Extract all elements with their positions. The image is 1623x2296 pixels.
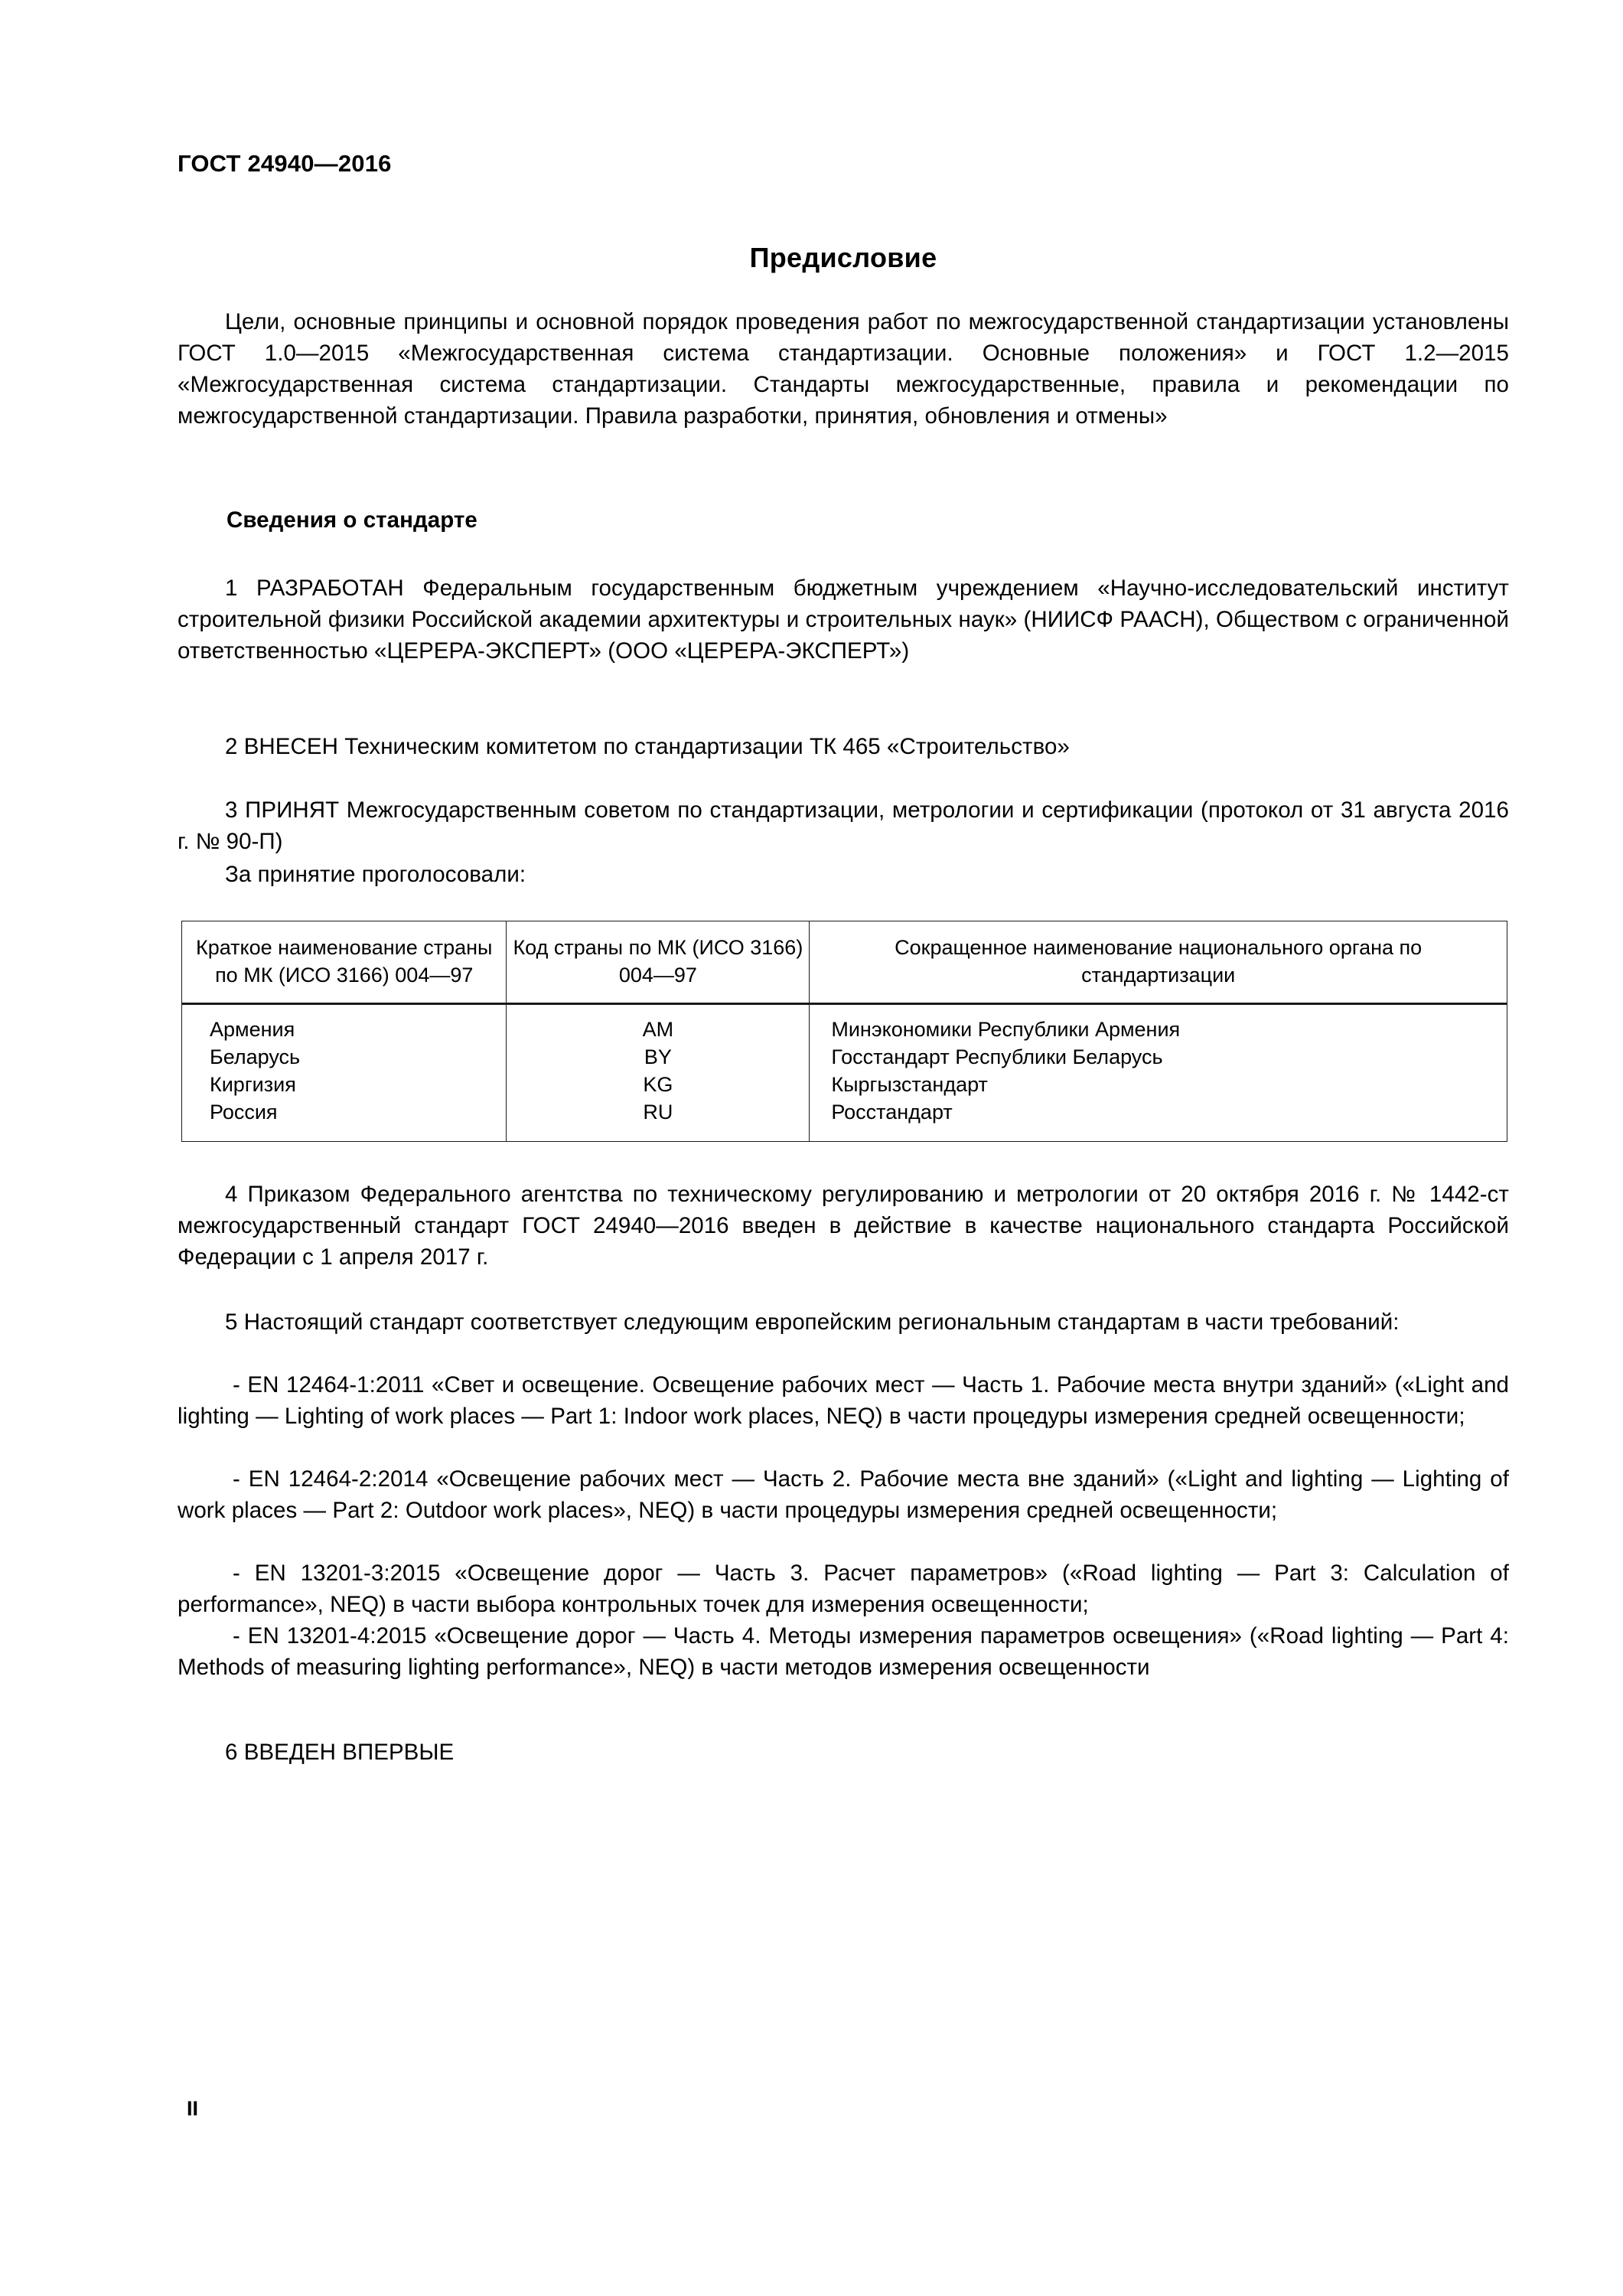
en-standard-item-4 bbox=[178, 1620, 1509, 1683]
vote-table-header-row bbox=[182, 921, 1507, 1004]
vote-lead-in-block bbox=[178, 859, 1509, 890]
header-code-line-2: по МК (ИСО 3166) 004—97 bbox=[618, 936, 803, 987]
en-standard-item-2-text: - EN 12464-2:2014 «Освещение рабочих мест — Часть 2. Рабочие места вне зданий» («Light and lighting — Lighting of work places — Part 2: Outdoor work places», NEQ) в части процедуры измерения средней освещенности; bbox=[178, 1466, 1509, 1523]
header-authority-line-1: Сокращенное наименование национального органа bbox=[895, 936, 1394, 959]
standard-info-item-2-text: 2 ВНЕСЕН Техническим комитетом по стандартизации ТК 465 «Строительство» bbox=[225, 734, 1070, 759]
country-code: AM bbox=[642, 1018, 674, 1041]
standard-info-item-6-text: 6 ВВЕДЕН ВПЕРВЫЕ bbox=[225, 1740, 455, 1765]
authority-name: Кыргызстандарт bbox=[831, 1073, 988, 1096]
standard-info-heading: Сведения о стандарте bbox=[227, 507, 477, 533]
header-country-line-2: по МК (ИСО 3166) 004—97 bbox=[215, 964, 474, 987]
en-standard-item-4-text: - EN 13201-4:2015 «Освещение дорог — Часть 4. Методы измерения параметров освещения» («Road lighting — Part 4: Methods of measuring lighting performance», NEQ) в части методов измерения освещенности bbox=[178, 1623, 1509, 1680]
page-title: Предисловие bbox=[749, 242, 937, 274]
standard-info-item-4-block bbox=[178, 1179, 1509, 1273]
authority-name: Госстандарт Республики Беларусь bbox=[831, 1045, 1163, 1068]
vote-table-cell-authorities bbox=[810, 1004, 1507, 1142]
standard-info-item-2-block bbox=[178, 731, 1509, 762]
vote-table-header-authority bbox=[810, 921, 1507, 1004]
authority-name: Минэкономики Республики Армения bbox=[831, 1018, 1181, 1041]
country-code: BY bbox=[644, 1045, 672, 1068]
vote-table-header-country bbox=[182, 921, 507, 1004]
country-name: Армения bbox=[210, 1018, 295, 1041]
country-code: KG bbox=[643, 1073, 673, 1096]
en-standard-item-1-text: - EN 12464-1:2011 «Свет и освещение. Освещение рабочих мест — Часть 1. Рабочие места внутри зданий» («Light and lighting — Lighting of work places — Part 1: Indoor work places, NEQ) в части процедуры измерения средней освещенности; bbox=[178, 1372, 1509, 1429]
en-standard-item-3-text: - EN 13201-3:2015 «Освещение дорог — Часть 3. Расчет параметров» («Road lighting — Part 3: Calculation of performance», NEQ) в части выбора контрольных точек для измерения освещенности; bbox=[178, 1561, 1509, 1617]
country-name: Россия bbox=[210, 1101, 278, 1124]
en-standard-item-2 bbox=[178, 1463, 1509, 1526]
vote-lead-in-text: За принятие проголосовали: bbox=[225, 862, 526, 887]
standard-info-item-6-block bbox=[178, 1737, 1509, 1768]
standard-info-item-3-text: 3 ПРИНЯТ Межгосударственным советом по стандартизации, метрологии и сертификации (протокол от 31 августа 2016 г. № 90-П) bbox=[178, 797, 1509, 854]
vote-table-body bbox=[182, 1004, 1507, 1142]
standard-info-item-1-block bbox=[178, 572, 1509, 667]
header-authority-line-2: по стандартизации bbox=[1081, 936, 1423, 987]
country-name: Беларусь bbox=[210, 1045, 301, 1068]
standard-info-item-3-block bbox=[178, 794, 1509, 857]
country-code: RU bbox=[643, 1101, 673, 1124]
vote-table-head bbox=[182, 921, 1507, 1004]
page-number: II bbox=[187, 2097, 199, 2120]
vote-table bbox=[181, 921, 1507, 1142]
table-row bbox=[182, 1004, 1507, 1142]
en-standard-item-3 bbox=[178, 1557, 1509, 1620]
running-header: ГОСТ 24940—2016 bbox=[178, 150, 392, 177]
header-code-line-1: Код страны bbox=[513, 936, 624, 959]
country-name: Киргизия bbox=[210, 1073, 296, 1096]
standard-info-item-5-block bbox=[178, 1306, 1509, 1338]
intro-paragraph-block bbox=[178, 306, 1509, 432]
standard-info-item-4-text: 4 Приказом Федерального агентства по техническому регулированию и метрологии от 20 октября 2016 г. № 1442-ст межгосударственный стандарт ГОСТ 24940—2016 введен в действие в качестве национального стандарта Российской Федерации с 1 апреля 2017 г. bbox=[178, 1182, 1509, 1270]
vote-table-cell-codes bbox=[507, 1004, 810, 1142]
vote-table-cell-countries bbox=[182, 1004, 507, 1142]
vote-table-header-code bbox=[507, 921, 810, 1004]
intro-paragraph-text: Цели, основные принципы и основной порядок проведения работ по межгосударственной стандартизации установлены ГОСТ 1.0—2015 «Межгосударственная система стандартизации. Основные положения» и ГОСТ 1.2—2015 «Межгосударственная система стандартизации. Стандарты межгосударственные, правила и рекомендации по межгосударственной стандартизации. Правила разработки, принятия, обновления и отмены» bbox=[178, 309, 1509, 429]
authority-name: Росстандарт bbox=[831, 1101, 953, 1124]
standard-info-item-1-text: 1 РАЗРАБОТАН Федеральным государственным бюджетным учреждением «Научно-исследовательский институт строительной физики Российской академии архитектуры и строительных наук» (НИИСФ РААСН), Обществом с ограниченной ответственностью «ЦЕРЕРА-ЭКСПЕРТ» (ООО «ЦЕРЕРА-ЭКСПЕРТ») bbox=[178, 576, 1509, 664]
en-standard-item-1 bbox=[178, 1369, 1509, 1432]
header-country-line-1: Краткое наименование страны bbox=[195, 936, 493, 959]
standard-info-item-5-text: 5 Настоящий стандарт соответствует следующим европейским региональным стандартам в части требований: bbox=[225, 1309, 1400, 1335]
